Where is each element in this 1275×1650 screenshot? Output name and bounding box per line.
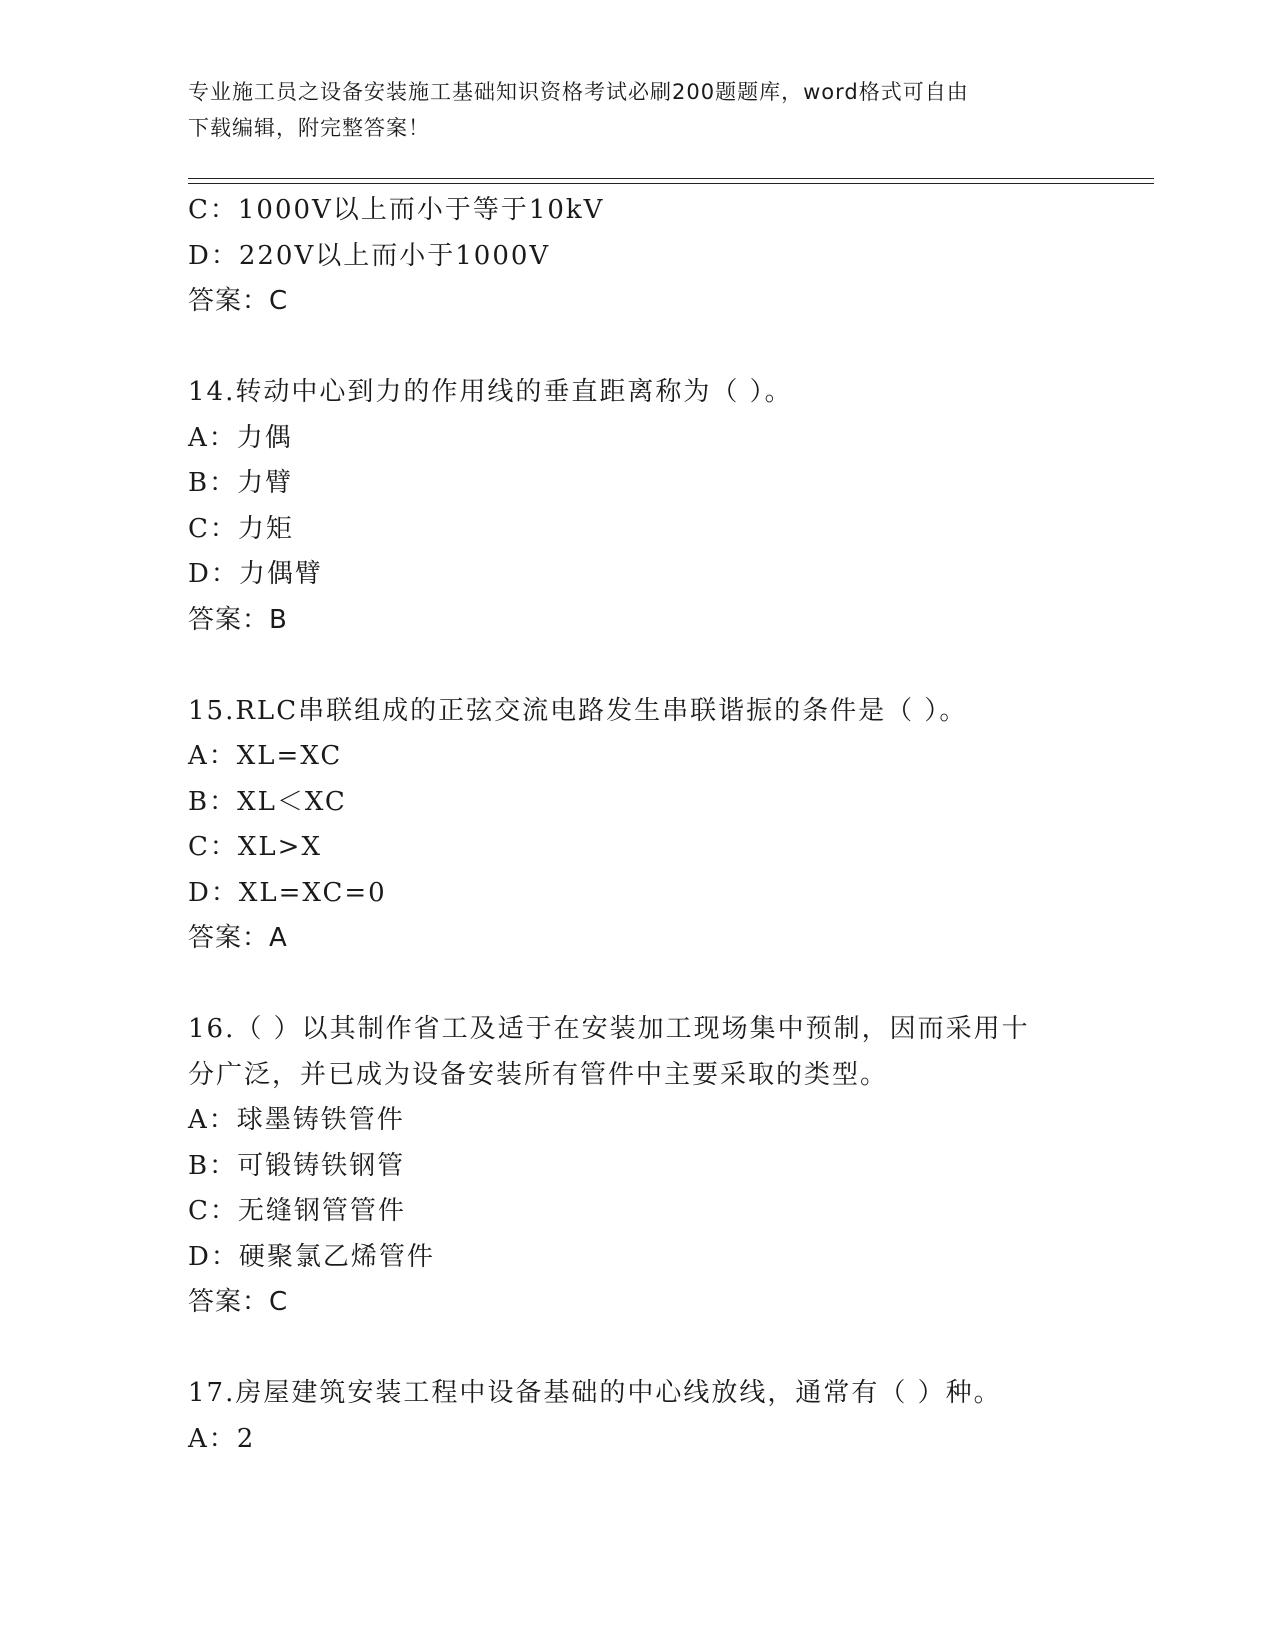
question-16 (188, 1007, 1088, 1326)
option-c: C：力矩 (188, 513, 294, 544)
question-stem-line-2: 分广泛，并已成为设备安装所有管件中主要采取的类型。 (188, 1059, 889, 1090)
header-divider-top (188, 178, 1154, 179)
header-line-2: 下载编辑，附完整答案！ (188, 116, 430, 140)
answer: 答案：C (188, 1287, 289, 1317)
document-header (188, 74, 1088, 146)
spacer (188, 1326, 1088, 1372)
option-d: D：220V以上而小于1000V (188, 240, 551, 271)
question-stem: 15.RLC串联组成的正弦交流电路发生串联谐振的条件是（ ）。 (188, 695, 968, 726)
option-b: B：XL＜XC (188, 786, 347, 817)
option-a: A：2 (188, 1423, 256, 1454)
option-c: C：无缝钢管管件 (188, 1196, 406, 1226)
header-divider-bottom (188, 183, 1154, 184)
question-stem: 14.转动中心到力的作用线的垂直距离称为（ ）。 (188, 377, 793, 407)
question-list (188, 188, 1088, 1462)
question-14 (188, 370, 1088, 643)
option-a: A：XL=XC (188, 741, 343, 771)
option-c: C：XL>X (188, 832, 322, 862)
question-17 (188, 1371, 1088, 1462)
option-a: A：力偶 (188, 422, 293, 453)
question-stem-line-1: 16.（ ）以其制作省工及适于在安装加工现场集中预制，因而采用十 (188, 1014, 1030, 1044)
option-b: B：可锻铸铁钢管 (188, 1150, 406, 1181)
option-c: C：1000V以上而小于等于10kV (188, 195, 605, 225)
answer: 答案：B (188, 604, 288, 635)
spacer (188, 643, 1088, 689)
answer: 答案：C (188, 286, 289, 316)
option-d: D：硬聚氯乙烯管件 (188, 1241, 435, 1272)
option-d: D：XL=XC=0 (188, 877, 387, 908)
question-13 (188, 188, 1088, 325)
spacer (188, 325, 1088, 371)
option-d: D：力偶臂 (188, 559, 323, 589)
question-stem: 17.房屋建筑安装工程中设备基础的中心线放线，通常有（ ）种。 (188, 1378, 1002, 1408)
header-line-1: 专业施工员之设备安装施工基础知识资格考试必刷200题题库，word格式可自由 (188, 80, 969, 104)
answer: 答案：A (188, 923, 288, 953)
option-a: A：球墨铸铁管件 (188, 1105, 405, 1135)
spacer (188, 962, 1088, 1008)
option-b: B：力臂 (188, 468, 294, 498)
question-15 (188, 689, 1088, 962)
